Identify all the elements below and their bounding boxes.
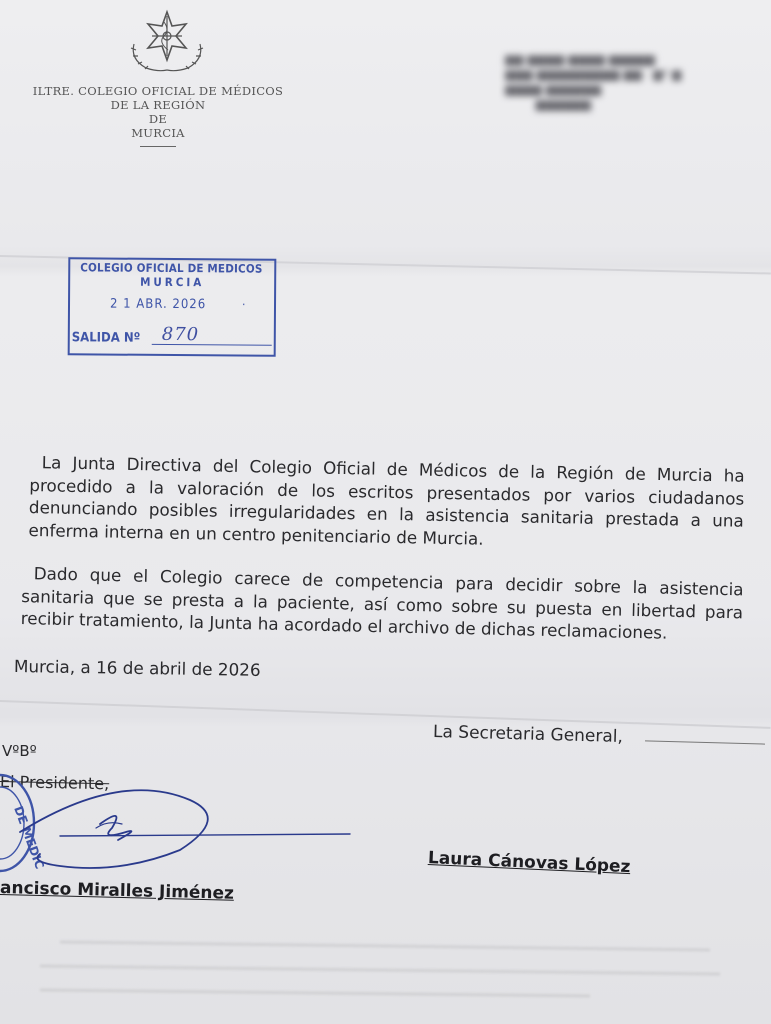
stamp-city: MURCIA	[140, 274, 205, 290]
redacted-recipient-address: ▆▆ ▆▆▆▆ ▆▆▆▆ ▆▆▆▆▆ ▆▆▆ ▆▆▆▆▆▆▆▆▆ ▆▆ · ▆º ▆ ▆▆▆▆ ▆▆▆▆▆▆ ▆▆▆▆▆▆	[505, 52, 682, 111]
college-emblem-icon	[124, 4, 210, 74]
stamp-exit-label: SALIDA Nº	[71, 330, 141, 346]
letterhead-line: MURCIA	[131, 126, 185, 140]
date-line: Murcia, a 16 de abril de 2026	[13, 656, 261, 680]
signature-line	[645, 740, 765, 744]
body-paragraph-1: La Junta Directiva del Colegio Oficial de Médicos de la Región de Murcia ha procedido a la valoración de los escritos presentados por varios ciudadanos denunciando posibles irregularidades en la asistencia sanitaria prestada a una enferma interna en un centro penitenciario de Murcia.	[28, 452, 745, 549]
stamp-exit-number: 870	[152, 324, 272, 346]
stamp-mark: ·	[241, 297, 246, 312]
stamp-title: COLEGIO OFICIAL DE MEDICOS	[80, 260, 263, 276]
secretaria-label: La Secretaria General,	[432, 722, 624, 747]
paper-fold	[0, 700, 771, 729]
president-name: ancisco Miralles Jiménez	[0, 878, 235, 904]
letterhead	[28, 84, 288, 147]
letterhead-line: DE	[148, 112, 168, 126]
stamp-date: 2 1 ABR. 2026	[109, 296, 207, 313]
secretary-name: Laura Cánovas López	[427, 848, 631, 878]
registry-stamp	[68, 257, 277, 356]
letterhead-line: ILTRE. COLEGIO OFICIAL DE MÉDICOS	[32, 84, 284, 98]
letterhead-divider	[140, 146, 176, 147]
letterhead-line: DE LA REGIÓN	[110, 98, 206, 112]
bleed-through-text	[30, 930, 730, 1020]
presidente-label: El Presidente,	[0, 772, 110, 794]
svg-text:DE MEDIC: DE MEDIC	[11, 804, 47, 871]
body-paragraph-2: Dado que el Colegio carece de competencia para decidir sobre la asistencia sanitaria que se presta a la paciente, así como sobre su puesta en libertad para recibir tratamiento, la Junta ha acordado el archivo de dichas reclamaciones.	[20, 563, 744, 643]
handwritten-signature	[0, 770, 360, 880]
vobo-label: VºBº	[2, 742, 37, 760]
